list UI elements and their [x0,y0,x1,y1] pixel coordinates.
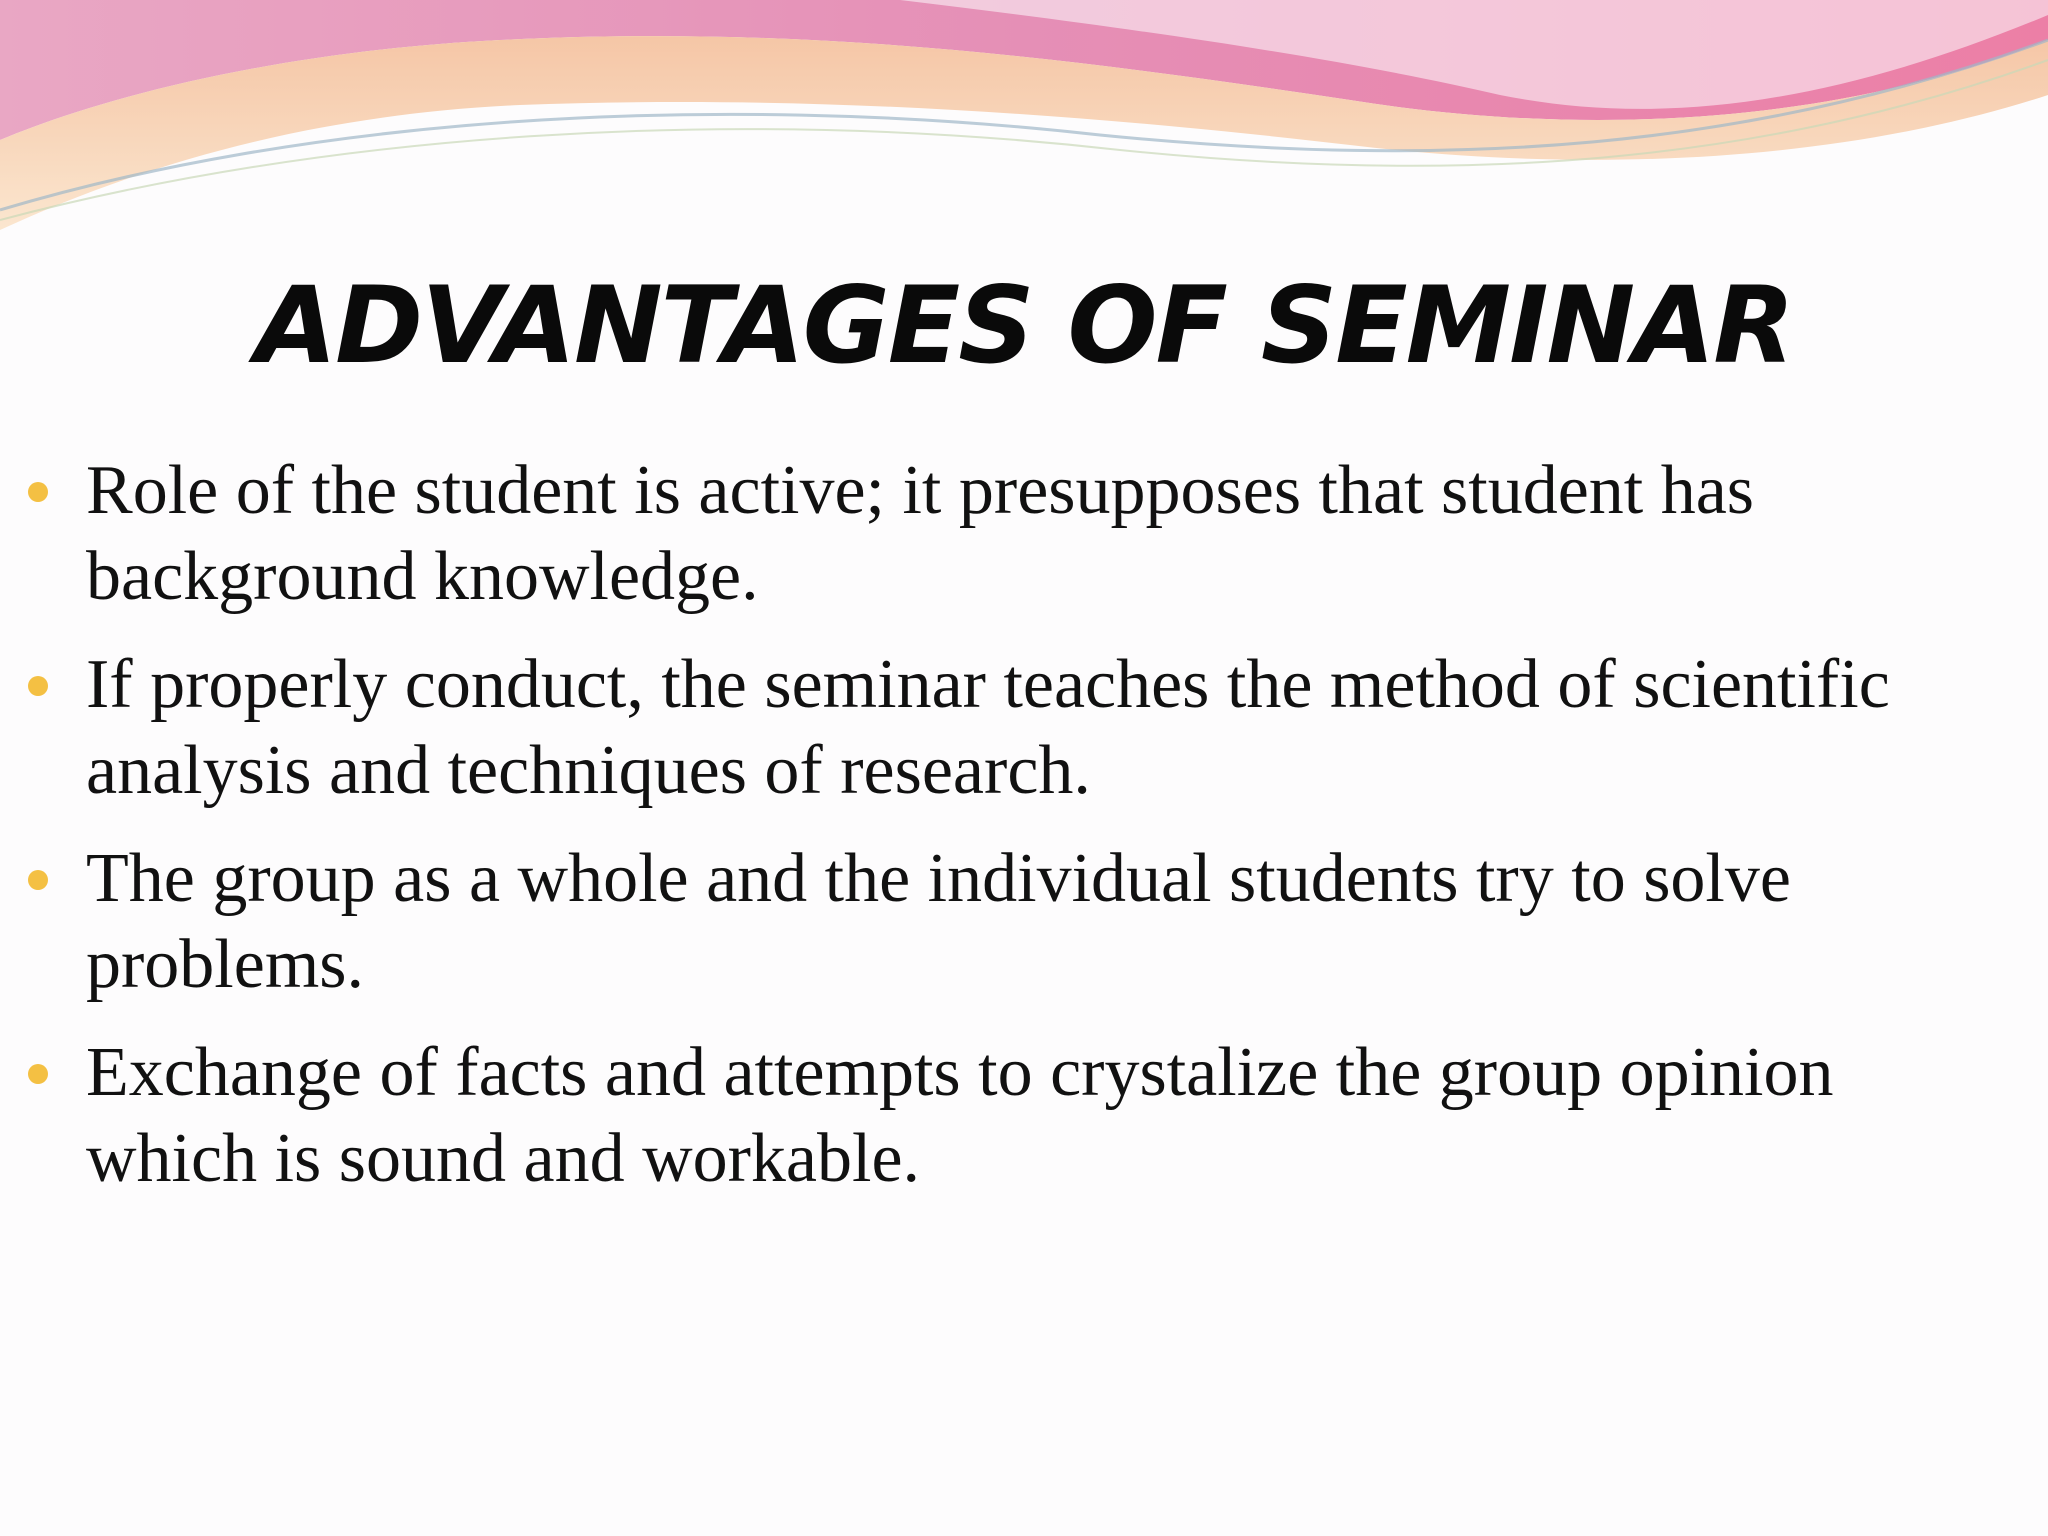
bullet-item [0,642,2048,814]
bullet-item [0,1030,2048,1202]
bullet-text: If properly conduct, the seminar teaches the method of scientific analysis and techniques of research. [86,646,1890,809]
bullet-dot-icon [28,1064,48,1084]
bullet-dot-icon [28,870,48,890]
bullet-text: Exchange of facts and attempts to crystalize the group opinion which is sound and workable. [86,1034,1834,1197]
bullet-dot-icon [28,482,48,502]
slide-title: ADVANTAGES OF SEMINAR [255,264,1793,387]
bullet-item [0,836,2048,1008]
bullet-list [0,448,2048,1224]
bullet-text: Role of the student is active; it presupposes that student has background knowledge. [86,452,1755,615]
wave-banner-decoration [0,0,2048,240]
bullet-dot-icon [28,676,48,696]
bullet-text: The group as a whole and the individual students try to solve problems. [86,840,1791,1003]
bullet-item [0,448,2048,620]
